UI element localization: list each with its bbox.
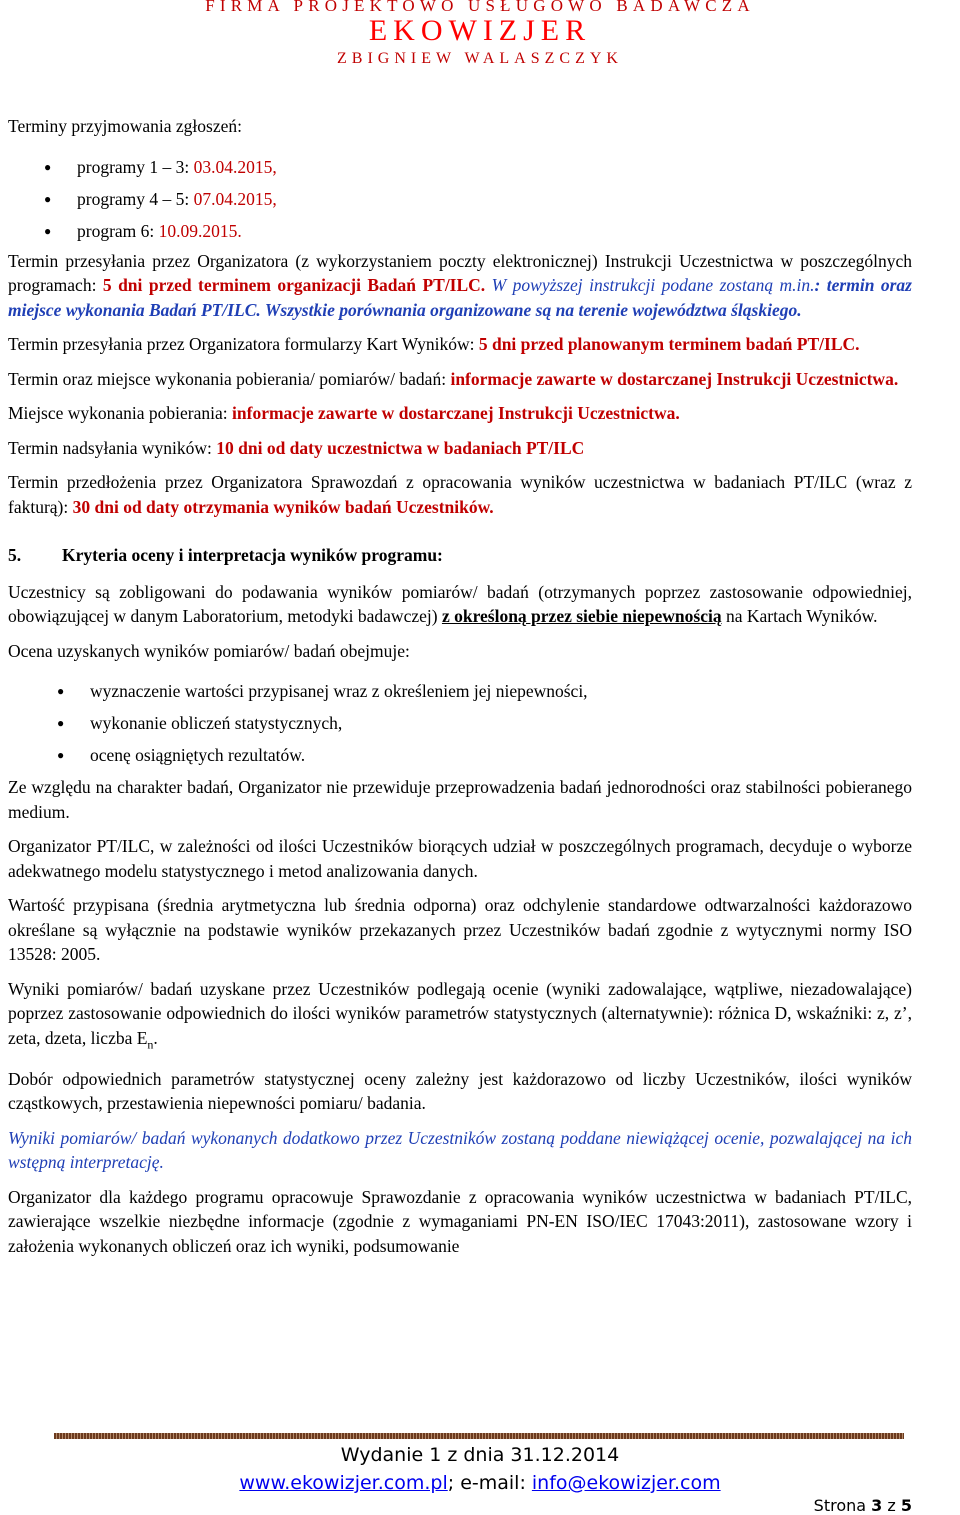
evaluation-list — [8, 679, 912, 767]
edition-info: Wydanie 1 z dnia 31.12.2014 — [340, 1444, 620, 1466]
organizer-paragraph: Organizator dla każdego programu opracowuje Sprawozdanie z opracowania wyników uczestnictwa w badaniach PT/ILC, zawierające wszelkie niezbędne informacje (zgodnie z wymaganiami PN-EN ISO/IEC 17043:2011), zastosowane wzory i założenia wykonanych obliczeń oraz ich wyniki, podsumowanie — [8, 1186, 912, 1256]
additional-results-paragraph: Wyniki pomiarów/ badań wykonanych dodatkowo przez Uczestników zostaną poddane niewiążącej ocenie, pozwalającej na ich wstępną interpretację. — [8, 1127, 912, 1172]
selection-paragraph: Dobór odpowiednich parametrów statystycznej oceny zależny jest każdorazowo od liczby Uczestników, ilości wyników cząstkowych, przestawienia niepewności pomiaru/ badania. — [8, 1068, 912, 1113]
company-name: EKOWIZJER — [368, 14, 592, 47]
company-type: FIRMA PROJEKTOWO USŁUGOWO BADAWCZA — [205, 0, 755, 15]
list-item: ● programy 4 – 5: 07.04.2015, — [8, 187, 912, 211]
model-paragraph: Organizator PT/ILC, w zależności od ilości Uczestników biorących udział w poszczególnych programach, decyduje o wyborze adekwatnego modelu statystycznego i metod analizowania danych. — [8, 836, 912, 881]
results-paragraph: Termin nadsyłania wyników: 10 dni od daty uczestnictwa w badaniach PT/ILC — [8, 437, 585, 458]
page-number: Strona 3 z 5 — [813, 1496, 912, 1515]
website-link[interactable]: www.ekowizjer.com.pl — [239, 1472, 448, 1494]
contact-line: www.ekowizjer.com.pl; e-mail: info@ekowizjer.com — [239, 1472, 721, 1494]
forms-paragraph: Termin przesyłania przez Organizatora formularzy Kart Wyników: 5 dni przed planowanym terminem badań PT/ILC. — [8, 334, 860, 354]
homogeneity-paragraph: Ze względu na charakter badań, Organizator nie przewiduje przeprowadzenia badań jednorodności oraz stabilności pobieranego medium. — [8, 777, 912, 822]
email-link[interactable]: info@ekowizjer.com — [531, 1472, 721, 1494]
assigned-value-paragraph: Wartość przypisana (średnia arytmetyczna lub średnia odporna) oraz odchylenie standardowe odtwarzalności każdorazowo określane są wyłącznie na podstawie wyników przekazanych przez Uczestników badań zgodnie z wytycznymi normy ISO 13528: 2005. — [8, 895, 912, 964]
place-paragraph: Termin oraz miejsce wykonania pobierania/ pomiarów/ badań: informacje zawarte w dostarczanej Instrukcji Uczestnictwa. — [8, 368, 899, 389]
company-owner: ZBIGNIEW WALASZCZYK — [337, 50, 623, 67]
document-body — [8, 114, 912, 1268]
terms-list — [8, 155, 912, 243]
list-item: ● programy 1 – 3: 03.04.2015, — [8, 155, 912, 179]
list-item: ● ocenę osiągniętych rezultatów. — [8, 743, 912, 767]
list-item: ● program 6: 10.09.2015. — [8, 219, 912, 243]
participants-paragraph: Uczestnicy są zobligowani do podawania wyników pomiarów/ badań (otrzymanych poprzez zastosowanie odpowiedniej, obowiązującej w danym Laboratorium, metodyki badawczej) z określoną przez siebie niepewnością na Kartach Wyników. — [8, 581, 912, 626]
list-item: ● wykonanie obliczeń statystycznych, — [8, 711, 912, 735]
evaluation-title: Ocena uzyskanych wyników pomiarów/ badań obejmuje: — [8, 640, 410, 661]
report-paragraph: Termin przedłożenia przez Organizatora Sprawozdań z opracowania wyników uczestnictwa w badaniach PT/ILC (wraz z fakturą): 30 dni od daty otrzymania wyników badań Uczestników. — [8, 472, 912, 517]
scores-paragraph: Wyniki pomiarów/ badań uzyskane przez Uczestników podlegają ocenie (wyniki zadowalające, wątpliwe, niezadowalające) poprzez zastosowanie odpowiednich do ilości wyników parametrów statystycznych (alternatywnie): różnica D, wskaźniki: z, z’, zeta, dzeta, liczba $E_n$. — [8, 978, 912, 1051]
instructions-paragraph: Termin przesyłania przez Organizatora (z wykorzystaniem poczty elektronicznej) Instrukcji Uczestnictwa w poszczególnych programach: 5 dni przed terminem organizacji Badań PT/ILC. W powyższej instrukcji podane zostaną m.in.: termin oraz miejsce wykonania Badań PT/ILC. Wszystkie porównania organizowane są na terenie województwa śląskiego. — [8, 250, 912, 320]
footer-divider — [54, 1433, 904, 1439]
terms-title: Terminy przyjmowania zgłoszeń: — [8, 116, 242, 136]
section-heading: 5. Kryteria oceny i interpretacja wyników programu: — [8, 545, 443, 565]
sampling-paragraph: Miejsce wykonania pobierania: informacje zawarte w dostarczanej Instrukcji Uczestnictwa. — [8, 403, 680, 423]
list-item: ● wyznaczenie wartości przypisanej wraz z określeniem jej niepewności, — [8, 679, 912, 703]
